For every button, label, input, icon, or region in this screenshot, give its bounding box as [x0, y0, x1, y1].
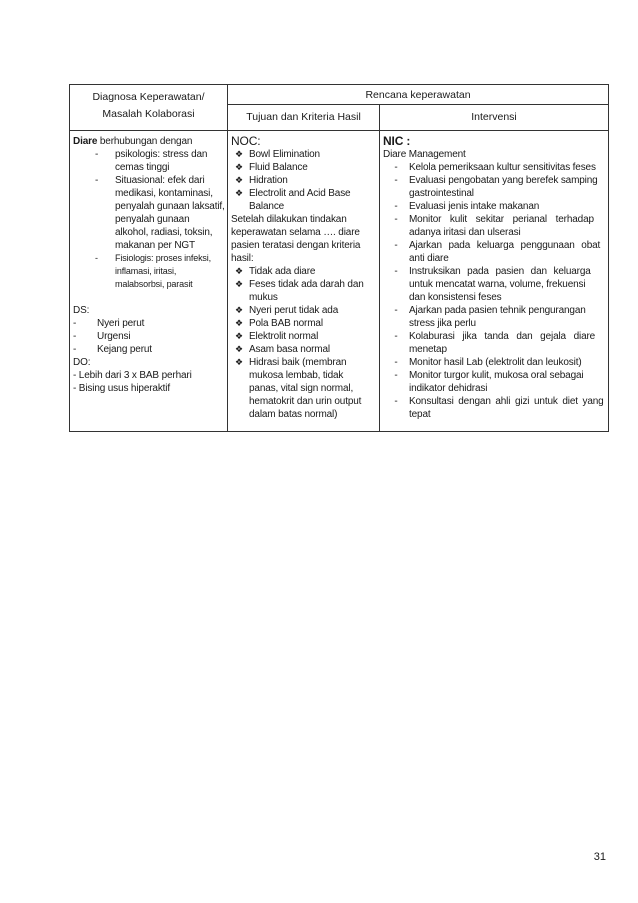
after-text: Setelah dilakukan tindakan	[231, 214, 347, 225]
page-number: 31	[593, 851, 606, 863]
intervention-item: - Monitor turgor kulit, mukosa oral sebagai indikator dehidrasi	[394, 370, 584, 394]
interventions-cell	[380, 131, 609, 432]
cause-text: Situasional: efek dari	[115, 175, 205, 186]
diamond-bullet-icon: ❖	[235, 266, 243, 276]
noc-item: ❖ Fluid Balance	[235, 162, 308, 173]
cause-text: cemas tinggi	[115, 162, 170, 173]
diagnosis-cell	[70, 131, 228, 432]
intervention-item: - Evaluasi jenis intake makanan	[394, 201, 540, 212]
intervention-item: - Kelola pemeriksaan kultur sensitivitas feses	[394, 162, 596, 173]
cause-dash: -	[95, 253, 98, 263]
diamond-bullet-icon: ❖	[235, 344, 243, 354]
criteria-item: ❖ Hidrasi baik (membran	[235, 357, 347, 368]
cause-text: psikologis: stress dan	[115, 149, 208, 160]
diamond-bullet-icon: ❖	[235, 305, 243, 315]
ds-item: - Kejang perut	[73, 344, 152, 355]
intervention-item: - Ajarkan pada pasien tehnik pengurangan stress jika perlu	[394, 305, 586, 329]
ds-item: - Urgensi	[73, 331, 131, 342]
criteria-item: ❖ Asam basa normal	[235, 344, 330, 355]
intervention-item: - Monitor hasil Lab (elektrolit dan leukosit)	[394, 357, 582, 368]
do-label: DO:	[73, 357, 91, 368]
header-tujuan	[228, 105, 380, 131]
cause-text: Fisiologis: proses infeksi,	[115, 253, 211, 263]
after-text: pasien teratasi dengan kriteria	[231, 240, 361, 251]
intervention-item: - Instruksikan pada pasien dan keluarga untuk mencatat warna, volume, frekuensi dan konsistensi feses	[394, 266, 591, 303]
criteria-item-cont: mukus	[249, 292, 278, 303]
care-plan-table	[69, 84, 609, 432]
header-diagnosis-line2: Masalah Kolaborasi	[102, 108, 195, 120]
outcomes-cell	[228, 131, 380, 432]
ds-item: - Nyeri perut	[73, 318, 145, 329]
header-rencana	[228, 85, 609, 105]
diamond-bullet-icon: ❖	[235, 318, 243, 328]
diagnosis-lead	[73, 135, 224, 148]
noc-item: ❖ Hidration	[235, 175, 288, 186]
criteria-item: ❖ Pola BAB normal	[235, 318, 323, 329]
cause-dash: -	[95, 175, 99, 186]
intervention-item: - Ajarkan pada keluarga penggunaan obat anti diare	[394, 240, 601, 264]
cause-text: penyalah gunaan laksatif,	[115, 201, 225, 212]
header-diagnosis-line1: Diagnosa Keperawatan/	[92, 91, 205, 103]
ds-label: DS:	[73, 305, 90, 316]
cause-text: penyalah gunaan	[115, 214, 190, 225]
do-item: - Lebih dari 3 x BAB perhari	[73, 370, 192, 381]
criteria-item-cont: panas, vital sign normal,	[249, 383, 354, 394]
noc-item-cont: Balance	[249, 201, 285, 212]
noc-label: NOC:	[231, 134, 261, 148]
intervention-list	[383, 161, 605, 421]
criteria-item: ❖ Nyeri perut tidak ada	[235, 305, 339, 316]
header-diagnosis	[70, 85, 228, 131]
intervention-item: - Kolaburasi jika tanda dan gejala diare menetap	[394, 331, 596, 355]
intervention-item: - Monitor kulit sekitar perianal terhadap adanya iritasi dan ulserasi	[394, 214, 594, 238]
cause-text: malabsorbsi, parasit	[115, 279, 193, 289]
diamond-bullet-icon: ❖	[235, 162, 243, 172]
intervention-item: - Evaluasi pengobatan yang berefek samping gastrointestinal	[394, 175, 598, 199]
noc-item: ❖ Bowl Elimination	[235, 149, 320, 160]
cause-dash: -	[95, 149, 99, 160]
cause-item	[73, 174, 224, 252]
diamond-bullet-icon: ❖	[235, 188, 243, 198]
after-text: hasil:	[231, 253, 254, 264]
cause-text: alkohol, radiasi, toksin,	[115, 227, 213, 238]
cause-text: medikasi, kontaminasi,	[115, 188, 213, 199]
nic-label: NIC :	[383, 134, 411, 148]
diamond-bullet-icon: ❖	[235, 357, 243, 367]
cause-item	[73, 148, 224, 174]
cause-item	[73, 252, 224, 291]
after-text: keperawatan selama …. diare	[231, 227, 360, 238]
criteria-item-cont: hematokrit dan urin output	[249, 396, 362, 407]
header-intervensi	[380, 105, 609, 131]
noc-item: ❖ Electrolit and Acid Base	[235, 188, 351, 199]
header-intervensi-label: Intervensi	[471, 111, 517, 123]
nic-title: Diare Management	[383, 149, 466, 160]
criteria-item: ❖ Tidak ada diare	[235, 266, 316, 277]
diagnosis-lead-rest: berhubungan dengan	[97, 136, 193, 147]
diagnosis-bold: Diare	[73, 136, 98, 147]
criteria-item-cont: dalam batas normal)	[249, 409, 338, 420]
cause-text: makanan per NGT	[115, 240, 196, 251]
criteria-item: ❖ Elektrolit normal	[235, 331, 319, 342]
diamond-bullet-icon: ❖	[235, 175, 243, 185]
criteria-item: ❖ Feses tidak ada darah dan	[235, 279, 364, 290]
intervention-item: - Konsultasi dengan ahli gizi untuk diet yang tepat	[394, 396, 604, 420]
diamond-bullet-icon: ❖	[235, 331, 243, 341]
header-tujuan-label: Tujuan dan Kriteria Hasil	[246, 111, 361, 123]
diamond-bullet-icon: ❖	[235, 279, 243, 289]
header-rencana-label: Rencana keperawatan	[365, 89, 471, 101]
diamond-bullet-icon: ❖	[235, 149, 243, 159]
do-item: - Bising usus hiperaktif	[73, 383, 171, 394]
criteria-item-cont: mukosa lembab, tidak	[249, 370, 344, 381]
cause-text: inflamasi, iritasi,	[115, 266, 177, 276]
